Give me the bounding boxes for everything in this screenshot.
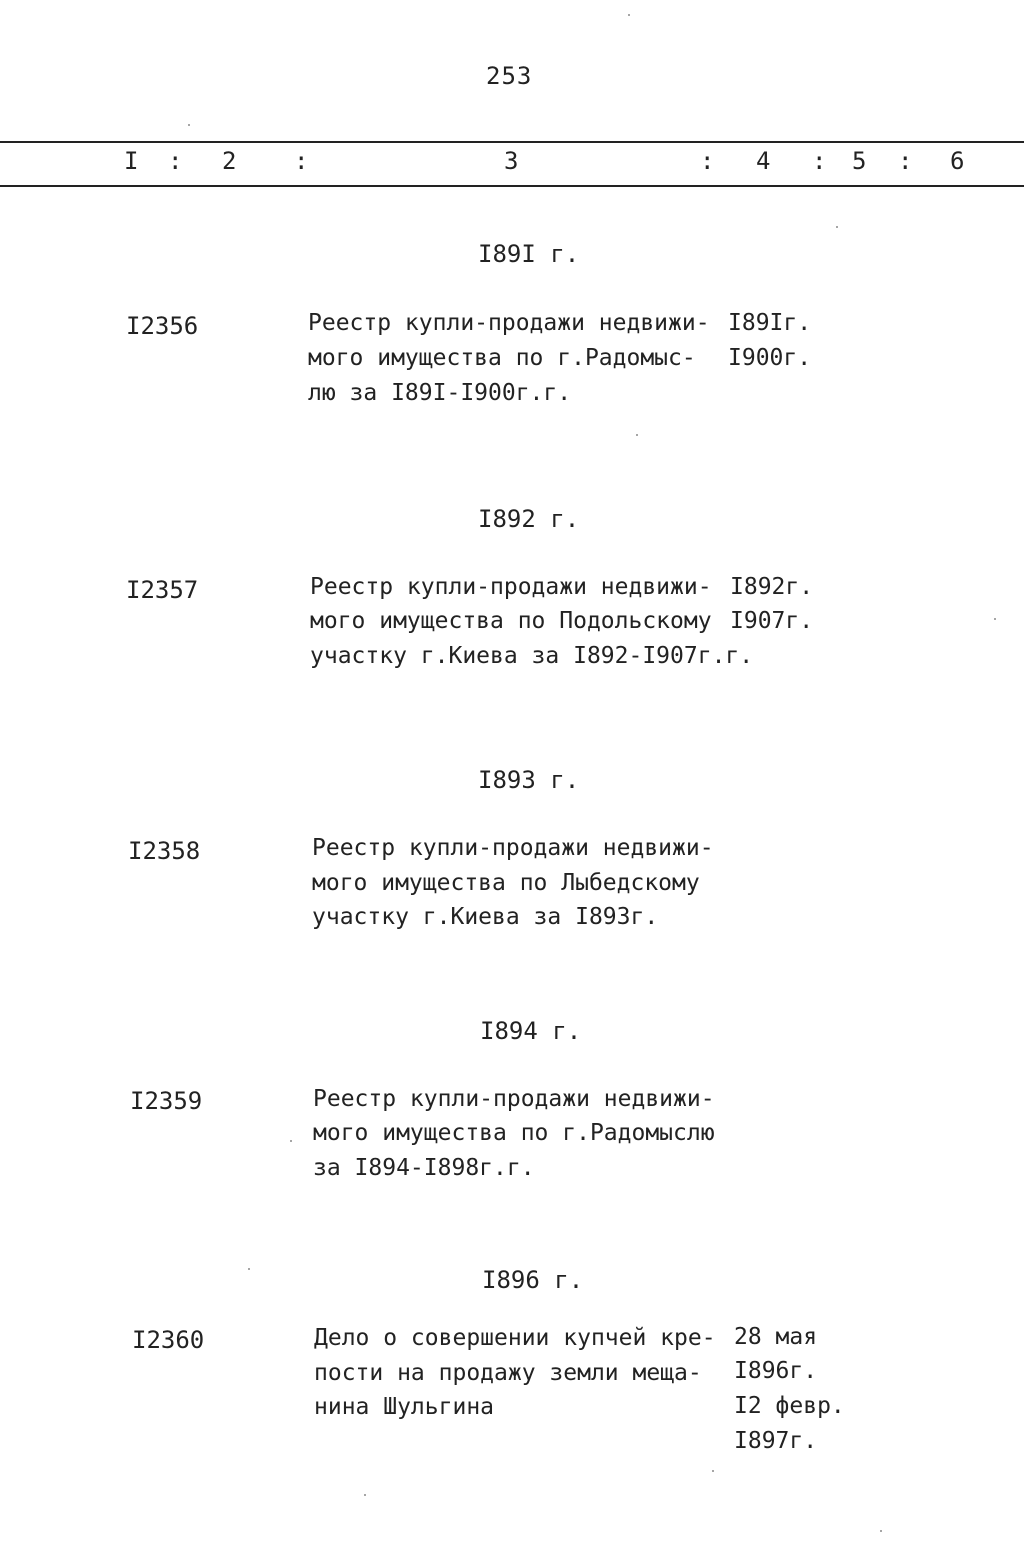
entry-description-line: участку г.Киева за I892-I907г.г.: [310, 643, 754, 669]
column-separator: :: [812, 147, 827, 175]
scan-speck: [188, 124, 190, 126]
entry-description-line: за I894-I898г.г.: [313, 1155, 535, 1181]
entry-description-line: мого имущества по г.Радомыслю: [313, 1120, 715, 1146]
entry-date: 28 мая: [734, 1324, 818, 1350]
column-separator: :: [700, 147, 715, 175]
column-header-1: I: [124, 147, 139, 175]
scan-speck: [880, 1530, 882, 1532]
scan-speck: [628, 14, 630, 16]
entry-description-line: участку г.Киева за I893г.: [312, 904, 659, 930]
entry-description-line: Реестр купли-продажи недвижи-: [310, 574, 712, 600]
entry-description-line: Дело о совершении купчей кре-: [314, 1325, 716, 1351]
header-bottom-rule: [0, 185, 1024, 187]
entry-number: I2359: [130, 1087, 203, 1115]
column-header-5: 5: [852, 147, 867, 175]
scan-speck: [994, 618, 996, 620]
entry-description-line: Реестр купли-продажи недвижи-: [308, 310, 710, 336]
entry-date: I896г.: [734, 1358, 818, 1384]
year-heading: I896 г.: [482, 1266, 584, 1294]
entry-description-line: мого имущества по Лыбедскому: [312, 870, 700, 896]
scan-speck: [364, 1494, 366, 1496]
entry-date: I897г.: [734, 1428, 818, 1454]
scan-speck: [836, 226, 838, 228]
column-header-4: 4: [756, 147, 771, 175]
entry-date: I900г.: [728, 345, 812, 371]
scan-speck: [712, 1470, 714, 1472]
scan-speck: [290, 1140, 292, 1142]
column-separator: :: [294, 147, 309, 175]
year-heading: I892 г.: [478, 505, 580, 533]
entry-description-line: лю за I89I-I900г.г.: [308, 380, 572, 406]
scan-speck: [636, 434, 638, 436]
entry-description-line: мого имущества по г.Радомыс-: [308, 345, 696, 371]
column-separator: :: [898, 147, 913, 175]
column-header-2: 2: [222, 147, 237, 175]
scan-speck: [248, 1268, 250, 1270]
entry-number: I2357: [126, 576, 199, 604]
entry-description-line: нина Шульгина: [314, 1394, 495, 1420]
page-number: 253: [486, 62, 533, 90]
column-header-3: 3: [504, 147, 519, 175]
column-separator: :: [168, 147, 183, 175]
header-top-rule: [0, 141, 1024, 143]
entry-date: I907г.: [730, 608, 814, 634]
entry-number: I2356: [126, 312, 199, 340]
entry-description-line: Реестр купли-продажи недвижи-: [313, 1086, 715, 1112]
year-heading: I894 г.: [480, 1017, 582, 1045]
entry-description-line: Реестр купли-продажи недвижи-: [312, 835, 714, 861]
column-header-6: 6: [950, 147, 965, 175]
entry-number: I2360: [132, 1326, 205, 1354]
entry-number: I2358: [128, 837, 201, 865]
entry-description-line: пости на продажу земли меща-: [314, 1360, 702, 1386]
entry-description-line: мого имущества по Подольскому: [310, 608, 712, 634]
entry-date: I2 февр.: [734, 1393, 845, 1419]
entry-date: I89Iг.: [728, 310, 812, 336]
entry-date: I892г.: [730, 574, 814, 600]
year-heading: I89I г.: [478, 240, 580, 268]
year-heading: I893 г.: [478, 766, 580, 794]
